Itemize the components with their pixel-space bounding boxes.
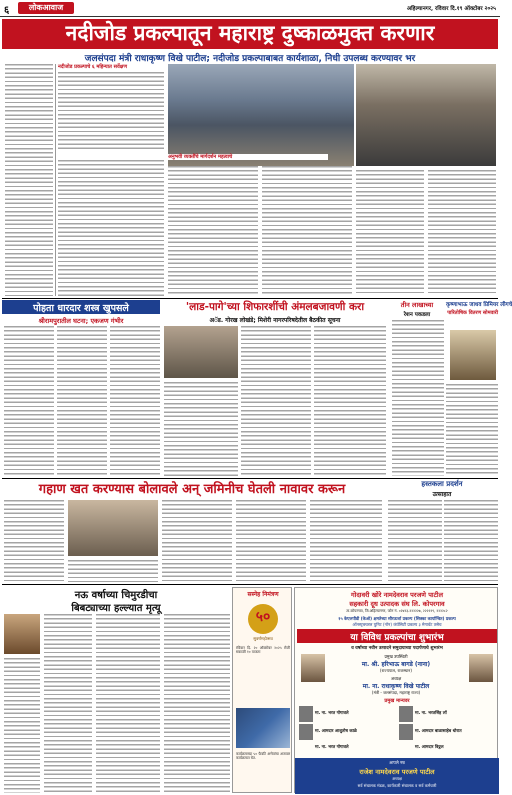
top-story-headline: नदीजोड प्रकल्पातून महाराष्ट्र दुष्काळमुक्त करणार	[65, 21, 435, 45]
story7-col-1	[388, 500, 442, 582]
guest-photo	[299, 706, 313, 722]
top-story-col-7	[428, 170, 496, 296]
story8-col-2	[44, 614, 92, 793]
ad-footer-label: आपले नम्र	[389, 760, 405, 765]
ad-invite	[232, 587, 292, 793]
story2-banner	[2, 300, 160, 314]
brand-name: लोकआवाज	[28, 3, 64, 12]
ad-main	[294, 587, 498, 793]
story3-col-1	[164, 382, 238, 476]
guest-name: मा. आमदार विठ्ठल	[415, 744, 444, 749]
top-story-col-1	[5, 64, 53, 296]
story3-banner	[164, 300, 386, 314]
story8-col-1	[4, 658, 40, 793]
ad-invite-date: रविवार दि. २० ऑक्टोबर २०२५ रोजी सकाळी १० वाजता	[236, 646, 290, 655]
story2-col-2	[57, 326, 107, 476]
top-story-col-4	[168, 166, 258, 296]
ad-invite-program: कार्यक्रमाच्या ५० फैवटि अणेवांचा अजवल कार्यक्रमात घेत.	[236, 752, 290, 761]
story3-byline: अॅड. गोरख लोखंडे; मिशेरी नागरपरिषदेतील बैठकीत सूचना	[209, 317, 341, 324]
ad-chair-role: (मंत्री - जलसंपदा, महाराष्ट्र राज्य)	[371, 690, 421, 695]
ad-org-line-1: गोदावरी खोरे नामदेवराव परजणे पाटील	[351, 591, 443, 599]
story2-byline: श्रीरामपुरातील घटना; एकजण गंभीर	[38, 317, 124, 325]
rule-1	[2, 298, 498, 299]
guest-name: मा. ना. भरत गोगावले	[315, 710, 349, 715]
rule-2	[2, 478, 498, 479]
top-story-banner	[2, 19, 498, 49]
story3-col-3	[314, 326, 386, 476]
workshop-photo	[168, 64, 354, 166]
ad-invite-badge-sub: सुवर्णमहोत्सव	[253, 636, 273, 641]
ad-footer-name: राजेश नामदेवराव परजणे पाटील	[359, 768, 435, 776]
story3-headline: 'लाड-पागे'च्या शिफारशींची अंमलबजावणी करा	[185, 301, 365, 313]
story3-photo	[164, 326, 238, 378]
col-divider	[55, 64, 56, 296]
story4-col	[392, 320, 444, 476]
story7-col-2	[444, 500, 498, 582]
story6-col-1	[4, 500, 64, 582]
story7-sub: उत्साहात	[432, 491, 452, 498]
story2-col-3	[110, 326, 160, 476]
ad-chief-photo	[301, 654, 325, 682]
ad-chair-label: अध्यक्ष	[390, 676, 402, 681]
story6-col-2	[68, 560, 158, 582]
guest-photo	[299, 724, 313, 740]
page-number: ६	[4, 5, 10, 16]
ad-big-title: या विविध प्रकल्पांचा शुभारंभ	[350, 633, 444, 643]
ad-big-title-banner	[297, 629, 497, 643]
top-story-col-6	[356, 170, 424, 296]
story5-photo	[450, 330, 496, 380]
ad-chief-name: मा. श्री. हरिभाऊ बागडे (नाना)	[361, 661, 431, 668]
story7-headline: हस्तकला प्रदर्शन	[421, 480, 463, 488]
ad-info-line: १५ केएलपीडी (केओ) क्षमतेच्या सौरऊर्जा प्रकल्प (सिक्का कार्यान्वित) प्रकल्प	[338, 616, 456, 621]
guest-photo	[399, 706, 413, 722]
guest-photo	[399, 724, 413, 740]
guest-name: मा. आमदार बाळासाहेब थोरात	[415, 728, 462, 733]
story6-col-3	[162, 500, 232, 582]
ad-invite-badge	[248, 604, 278, 634]
ad-org-line-2: सहकारी दूध उत्पादक संघ लि. कोपरगाव	[349, 600, 445, 608]
ad-footer-line: सर्व संचालक मंडळ, कार्यकारी संचालक व सर्व कर्मचारी	[357, 783, 437, 788]
ad-address-line: ता.कोपरगाव, जि.अहिल्यानगर, फोन नं. ०२४२३-२२२२२७, २२२२२९, २२२२८२	[346, 609, 448, 613]
story4-sub: रेशन पकडला	[403, 312, 431, 318]
story6-headline: गहाण खत करण्यास बोलावले अन् जमिनीच घेतली नावावर करून	[38, 482, 346, 497]
top-story-col-heading-1: नदीजोड प्रकल्पाचे ६ महिन्यात सर्वेक्षण	[58, 64, 127, 70]
ad-invite-badge-number: ५०	[255, 609, 271, 625]
guest-name: मा. ना. भरत गोगावले	[315, 744, 349, 749]
story5-sub: पारितोषिक वितरण सोमवारी	[447, 310, 498, 316]
brand-logo	[18, 2, 74, 14]
story3-col-2	[241, 326, 311, 476]
ad-info-line-2: ऑनस्ट्रक्चरल युनिट (नॉन) कंपॅसिटी प्रकल्प ३ मेगावॅट तसेच	[352, 622, 442, 627]
story8-col-3	[96, 614, 160, 793]
rule-3	[2, 584, 498, 585]
top-story-col-3	[58, 160, 164, 296]
top-story-col-5	[262, 166, 352, 296]
ad-footer	[295, 758, 499, 794]
ad-chief-role: (राज्यपाल, राजस्थान)	[380, 668, 412, 673]
ad-guest-label: प्रमुख मान्यवर	[384, 698, 410, 704]
ad-tagline: व वर्षाच्या नवीन उत्पादने समुदायाच्या पदार्पणाचे शुभारंभ	[351, 646, 443, 651]
masthead	[0, 0, 500, 17]
child-photo	[4, 614, 40, 654]
story4-headline: तीन लाखाच्या	[400, 301, 434, 309]
story2-headline: पोहता धारदार शस्त्र खुपसले	[33, 303, 129, 314]
story6-col-5	[310, 500, 382, 582]
ad-chief-label: प्रमुख उपस्थिती	[384, 654, 408, 659]
ad-invite-solar-photo	[236, 708, 290, 748]
minister-photo	[356, 64, 496, 166]
ad-chair-photo	[469, 654, 493, 682]
top-story-subhead: जलसंपदा मंत्री राधाकृष्ण विखे पाटील; नदीजोड प्रकल्पाबाबत कार्यशाळा, निधी उपलब्ध करण्यावर भर	[84, 54, 416, 64]
story2-col-1	[4, 326, 54, 476]
story5-col-1	[446, 384, 498, 476]
top-story-col-heading-2: अनुभवी व्यक्तींचे मार्गदर्शन महत्वाचे	[168, 154, 328, 160]
guest-name: मा. ना. भरतसिंह लॉ	[415, 710, 447, 715]
ad-chair-name: मा. ना. राधाकृष्ण विखे पाटील	[362, 683, 430, 690]
ad-footer-role: अध्यक्ष	[392, 776, 402, 781]
story8-headline: नऊ वर्षाच्या चिमुरडीचा	[74, 590, 158, 601]
story6-col-4	[236, 500, 306, 582]
story5-headline: कृष्णाभाऊ जाधव प्रिमियर लीगचे	[446, 302, 512, 308]
story8-col-4	[164, 614, 230, 793]
top-story-col-2	[58, 72, 164, 152]
guest-name: मा. आमदार आशुतोष काळे	[315, 728, 357, 733]
ad-guest-grid	[299, 706, 495, 752]
story6-photo	[68, 500, 158, 556]
ad-invite-title: सस्नेह निमंत्रण	[247, 591, 279, 598]
date-line: अहिल्यानगर, रविवार दि.१९ ऑक्टोबर २०२५	[406, 6, 496, 12]
story8-headline-2: बिबट्याच्या हल्ल्यात मृत्यू	[71, 603, 161, 614]
